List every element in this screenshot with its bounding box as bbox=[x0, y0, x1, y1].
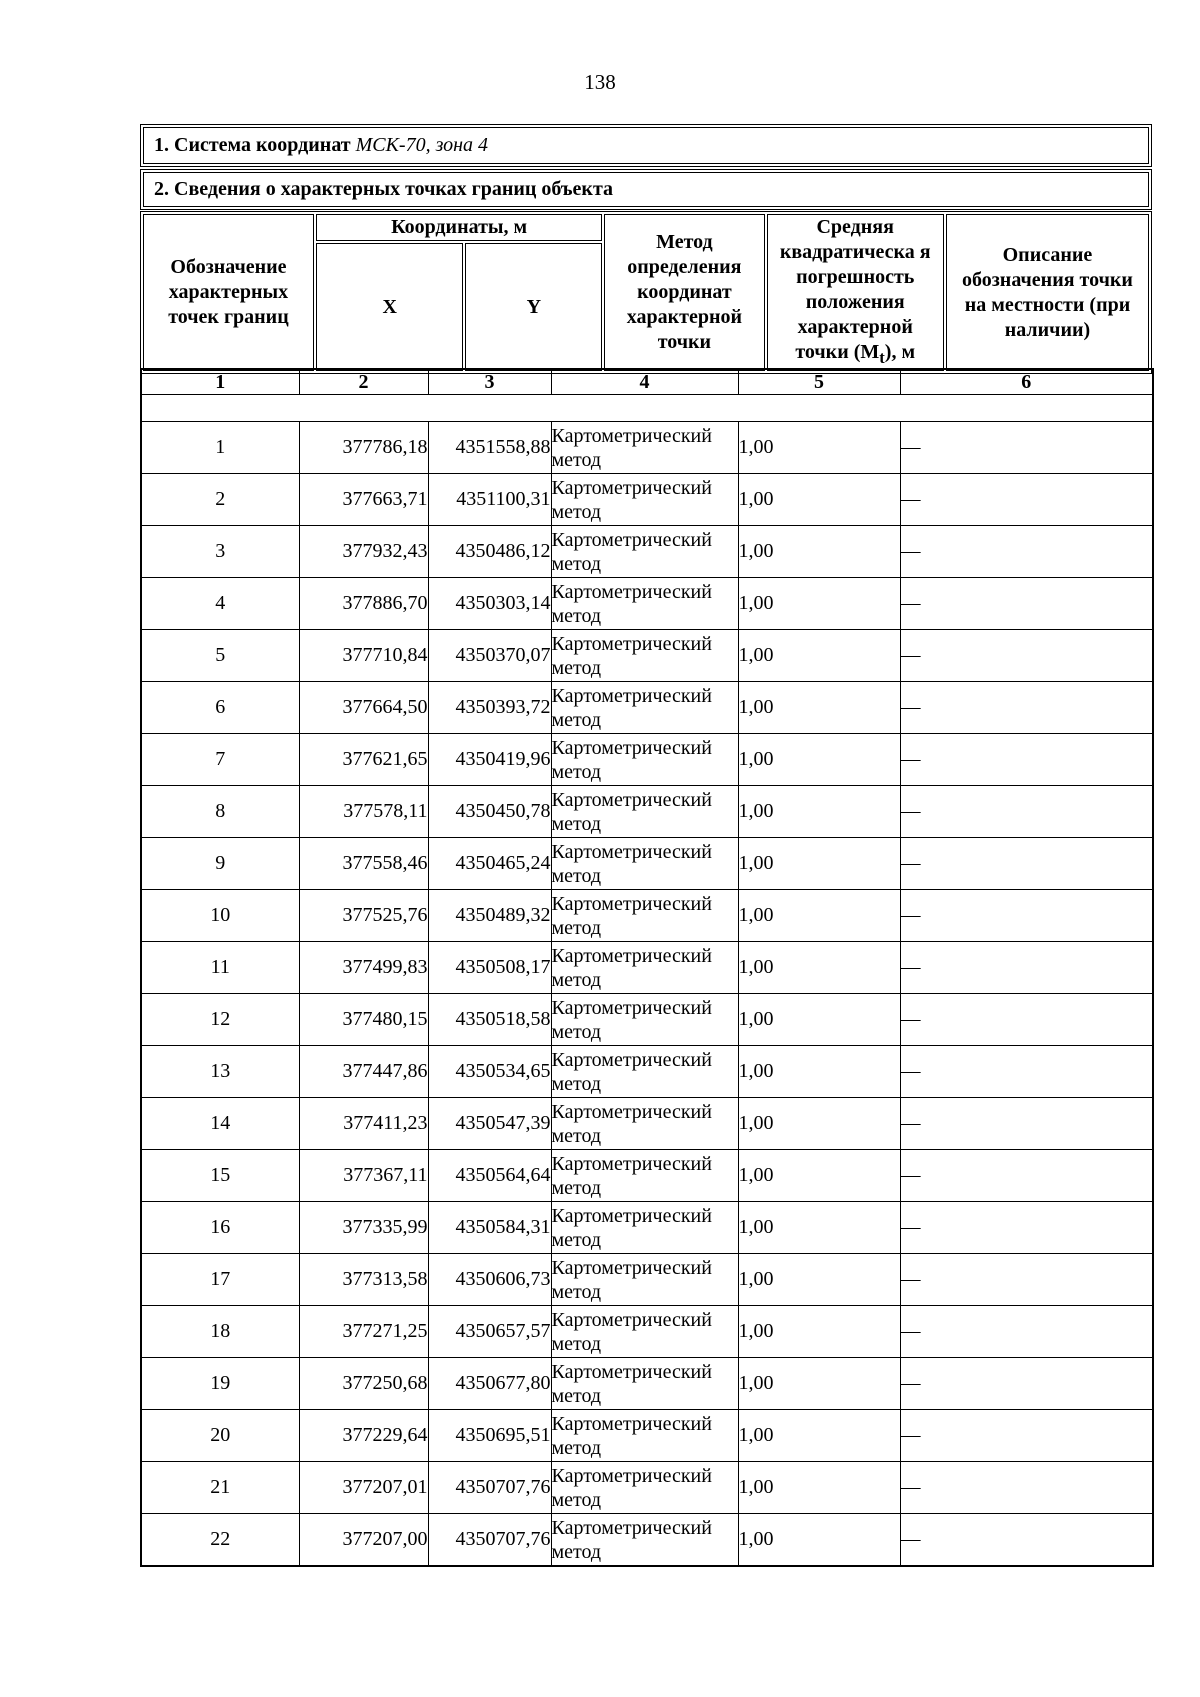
table-row bbox=[141, 838, 1153, 890]
table-row bbox=[141, 1046, 1153, 1098]
point-id-cell: 22 bbox=[141, 1514, 299, 1567]
table-row bbox=[141, 942, 1153, 994]
error-cell: 1,00 bbox=[738, 682, 900, 734]
coord-x-cell: 377525,76 bbox=[299, 890, 428, 942]
point-id-cell: 7 bbox=[141, 734, 299, 786]
error-cell: 1,00 bbox=[738, 526, 900, 578]
point-id-cell: 14 bbox=[141, 1098, 299, 1150]
description-cell: — bbox=[900, 1202, 1153, 1254]
coord-y-cell: 4350303,14 bbox=[428, 578, 551, 630]
error-cell: 1,00 bbox=[738, 1202, 900, 1254]
point-id-cell: 11 bbox=[141, 942, 299, 994]
coord-y-cell: 4350677,80 bbox=[428, 1358, 551, 1410]
point-id-cell: 2 bbox=[141, 474, 299, 526]
description-cell: — bbox=[900, 682, 1153, 734]
coord-x-cell: 377558,46 bbox=[299, 838, 428, 890]
coord-y-cell: 4350465,24 bbox=[428, 838, 551, 890]
coord-y-cell: 4351558,88 bbox=[428, 422, 551, 474]
header-y: Y bbox=[465, 243, 602, 371]
point-id-cell: 21 bbox=[141, 1462, 299, 1514]
error-cell: 1,00 bbox=[738, 1046, 900, 1098]
description-cell: — bbox=[900, 942, 1153, 994]
table-row bbox=[141, 682, 1153, 734]
error-cell: 1,00 bbox=[738, 1150, 900, 1202]
point-id-cell: 13 bbox=[141, 1046, 299, 1098]
method-cell: Картометрический метод bbox=[551, 682, 738, 734]
method-cell: Картометрический метод bbox=[551, 1306, 738, 1358]
point-id-cell: 16 bbox=[141, 1202, 299, 1254]
description-cell: — bbox=[900, 1098, 1153, 1150]
method-cell: Картометрический метод bbox=[551, 734, 738, 786]
point-id-cell: 20 bbox=[141, 1410, 299, 1462]
points-info-title: 2. Сведения о характерных точках границ объекта bbox=[143, 172, 1149, 207]
description-cell: — bbox=[900, 1150, 1153, 1202]
coord-y-cell: 4350707,76 bbox=[428, 1514, 551, 1567]
coord-x-cell: 377710,84 bbox=[299, 630, 428, 682]
error-cell: 1,00 bbox=[738, 1514, 900, 1567]
table-row bbox=[141, 422, 1153, 474]
error-cell: 1,00 bbox=[738, 1098, 900, 1150]
description-cell: — bbox=[900, 1306, 1153, 1358]
method-cell: Картометрический метод bbox=[551, 1462, 738, 1514]
coord-y-cell: 4350419,96 bbox=[428, 734, 551, 786]
points-info-box bbox=[140, 169, 1152, 210]
point-id-cell: 6 bbox=[141, 682, 299, 734]
description-cell: — bbox=[900, 1254, 1153, 1306]
description-cell: — bbox=[900, 734, 1153, 786]
coord-y-cell: 4350657,57 bbox=[428, 1306, 551, 1358]
coord-x-cell: 377229,64 bbox=[299, 1410, 428, 1462]
coordinate-system-box bbox=[140, 124, 1152, 167]
description-cell: — bbox=[900, 526, 1153, 578]
error-cell: 1,00 bbox=[738, 474, 900, 526]
coord-y-cell: 4350606,73 bbox=[428, 1254, 551, 1306]
error-cell: 1,00 bbox=[738, 942, 900, 994]
coord-y-cell: 4350518,58 bbox=[428, 994, 551, 1046]
description-cell: — bbox=[900, 578, 1153, 630]
table-row bbox=[141, 1254, 1153, 1306]
coord-x-cell: 377886,70 bbox=[299, 578, 428, 630]
column-number: 2 bbox=[299, 369, 428, 395]
point-id-cell: 9 bbox=[141, 838, 299, 890]
coord-x-cell: 377621,65 bbox=[299, 734, 428, 786]
method-cell: Картометрический метод bbox=[551, 994, 738, 1046]
page-number: 138 bbox=[584, 70, 616, 94]
coord-y-cell: 4350584,31 bbox=[428, 1202, 551, 1254]
description-cell: — bbox=[900, 630, 1153, 682]
description-cell: — bbox=[900, 1410, 1153, 1462]
description-cell: — bbox=[900, 474, 1153, 526]
method-cell: Картометрический метод bbox=[551, 1410, 738, 1462]
method-cell: Картометрический метод bbox=[551, 526, 738, 578]
table-row bbox=[141, 474, 1153, 526]
column-number: 4 bbox=[551, 369, 738, 395]
coord-x-cell: 377932,43 bbox=[299, 526, 428, 578]
point-id-cell: 3 bbox=[141, 526, 299, 578]
coord-x-cell: 377664,50 bbox=[299, 682, 428, 734]
coord-x-cell: 377207,01 bbox=[299, 1462, 428, 1514]
point-id-cell: 4 bbox=[141, 578, 299, 630]
header-x: X bbox=[316, 243, 463, 371]
table-row bbox=[141, 1306, 1153, 1358]
method-cell: Картометрический метод bbox=[551, 1150, 738, 1202]
method-cell: Картометрический метод bbox=[551, 422, 738, 474]
method-cell: Картометрический метод bbox=[551, 1514, 738, 1567]
coord-y-cell: 4350393,72 bbox=[428, 682, 551, 734]
column-number: 5 bbox=[738, 369, 900, 395]
coord-y-cell: 4350508,17 bbox=[428, 942, 551, 994]
method-cell: Картометрический метод bbox=[551, 1098, 738, 1150]
coord-x-cell: 377411,23 bbox=[299, 1098, 428, 1150]
description-cell: — bbox=[900, 1462, 1153, 1514]
coord-y-cell: 4350547,39 bbox=[428, 1098, 551, 1150]
point-id-cell: 5 bbox=[141, 630, 299, 682]
description-cell: — bbox=[900, 1358, 1153, 1410]
coord-x-cell: 377578,11 bbox=[299, 786, 428, 838]
column-number: 3 bbox=[428, 369, 551, 395]
coord-x-cell: 377786,18 bbox=[299, 422, 428, 474]
description-cell: — bbox=[900, 838, 1153, 890]
coord-x-cell: 377271,25 bbox=[299, 1306, 428, 1358]
error-cell: 1,00 bbox=[738, 994, 900, 1046]
points-table bbox=[140, 368, 1154, 1567]
table-row bbox=[141, 1202, 1153, 1254]
coord-y-cell: 4350695,51 bbox=[428, 1410, 551, 1462]
table-row bbox=[141, 994, 1153, 1046]
description-cell: — bbox=[900, 994, 1153, 1046]
error-cell: 1,00 bbox=[738, 734, 900, 786]
error-cell: 1,00 bbox=[738, 890, 900, 942]
error-cell: 1,00 bbox=[738, 630, 900, 682]
error-cell: 1,00 bbox=[738, 838, 900, 890]
error-cell: 1,00 bbox=[738, 786, 900, 838]
method-cell: Картометрический метод bbox=[551, 474, 738, 526]
header-error: Средняя квадратическа я погрешность положения характерной точки $(M_t)$, м bbox=[767, 214, 944, 371]
description-cell: — bbox=[900, 890, 1153, 942]
method-cell: Картометрический метод bbox=[551, 630, 738, 682]
point-id-cell: 8 bbox=[141, 786, 299, 838]
error-cell: 1,00 bbox=[738, 1462, 900, 1514]
coord-y-cell: 4350564,64 bbox=[428, 1150, 551, 1202]
table-row bbox=[141, 1514, 1153, 1567]
coord-x-cell: 377313,58 bbox=[299, 1254, 428, 1306]
method-cell: Картометрический метод bbox=[551, 1202, 738, 1254]
table-row bbox=[141, 786, 1153, 838]
coord-y-cell: 4350370,07 bbox=[428, 630, 551, 682]
method-cell: Картометрический метод bbox=[551, 890, 738, 942]
table-header bbox=[140, 211, 1152, 374]
method-cell: Картометрический метод bbox=[551, 1358, 738, 1410]
error-cell: 1,00 bbox=[738, 1306, 900, 1358]
description-cell: — bbox=[900, 1046, 1153, 1098]
column-number: 1 bbox=[141, 369, 299, 395]
table-row bbox=[141, 1150, 1153, 1202]
point-id-cell: 17 bbox=[141, 1254, 299, 1306]
description-cell: — bbox=[900, 1514, 1153, 1567]
point-id-cell: 18 bbox=[141, 1306, 299, 1358]
table-row bbox=[141, 630, 1153, 682]
coord-y-cell: 4350486,12 bbox=[428, 526, 551, 578]
method-cell: Картометрический метод bbox=[551, 942, 738, 994]
header-method: Метод определения координат характерной точки bbox=[604, 214, 764, 371]
coord-x-cell: 377499,83 bbox=[299, 942, 428, 994]
empty-row bbox=[141, 395, 1153, 422]
point-id-cell: 19 bbox=[141, 1358, 299, 1410]
error-cell: 1,00 bbox=[738, 578, 900, 630]
coordinate-system-label: 1. Система координат bbox=[154, 134, 351, 156]
point-id-cell: 1 bbox=[141, 422, 299, 474]
point-id-cell: 12 bbox=[141, 994, 299, 1046]
error-cell: 1,00 bbox=[738, 1358, 900, 1410]
coord-y-cell: 4350450,78 bbox=[428, 786, 551, 838]
coord-x-cell: 377335,99 bbox=[299, 1202, 428, 1254]
coord-x-cell: 377367,11 bbox=[299, 1150, 428, 1202]
error-cell: 1,00 bbox=[738, 1254, 900, 1306]
header-description: Описание обозначения точки на местности (при наличии) bbox=[946, 214, 1149, 371]
method-cell: Картометрический метод bbox=[551, 578, 738, 630]
coord-y-cell: 4351100,31 bbox=[428, 474, 551, 526]
table-row bbox=[141, 1358, 1153, 1410]
method-cell: Картометрический метод bbox=[551, 786, 738, 838]
table-row bbox=[141, 1410, 1153, 1462]
coord-x-cell: 377447,86 bbox=[299, 1046, 428, 1098]
coord-x-cell: 377480,15 bbox=[299, 994, 428, 1046]
point-id-cell: 10 bbox=[141, 890, 299, 942]
coord-x-cell: 377207,00 bbox=[299, 1514, 428, 1567]
table-row bbox=[141, 526, 1153, 578]
description-cell: — bbox=[900, 786, 1153, 838]
coord-x-cell: 377663,71 bbox=[299, 474, 428, 526]
error-cell: 1,00 bbox=[738, 422, 900, 474]
coord-y-cell: 4350489,32 bbox=[428, 890, 551, 942]
coord-y-cell: 4350534,65 bbox=[428, 1046, 551, 1098]
description-cell: — bbox=[900, 422, 1153, 474]
header-coordinates: Координаты, м bbox=[316, 214, 602, 241]
column-number: 6 bbox=[900, 369, 1153, 395]
method-cell: Картометрический метод bbox=[551, 1046, 738, 1098]
coordinate-system-value: МСК-70, зона 4 bbox=[355, 134, 489, 156]
column-numbers-row bbox=[141, 369, 1153, 395]
table-row bbox=[141, 890, 1153, 942]
table-row bbox=[141, 578, 1153, 630]
coord-y-cell: 4350707,76 bbox=[428, 1462, 551, 1514]
method-cell: Картометрический метод bbox=[551, 1254, 738, 1306]
method-cell: Картометрический метод bbox=[551, 838, 738, 890]
header-point-designation: Обозначение характерных точек границ bbox=[143, 214, 314, 371]
table-row bbox=[141, 734, 1153, 786]
point-id-cell: 15 bbox=[141, 1150, 299, 1202]
error-cell: 1,00 bbox=[738, 1410, 900, 1462]
table-row bbox=[141, 1098, 1153, 1150]
table-row bbox=[141, 1462, 1153, 1514]
coord-x-cell: 377250,68 bbox=[299, 1358, 428, 1410]
